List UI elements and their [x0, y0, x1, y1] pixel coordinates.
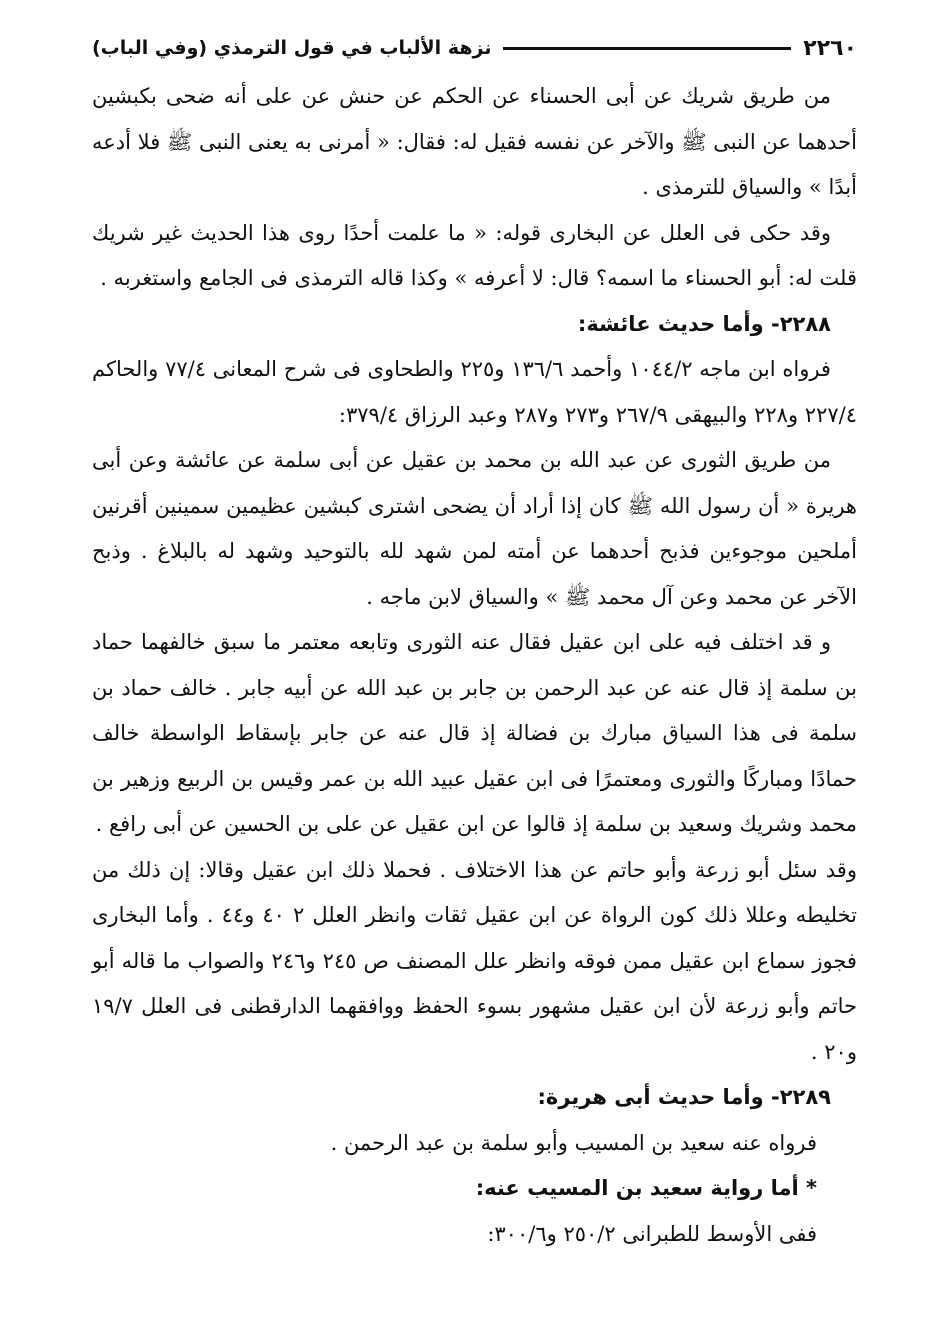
header-rule [503, 47, 791, 50]
paragraph-6: وقد سئل أبو زرعة وأبو حاتم عن هذا الاختلاف . فحملا ذلك ابن عقيل وقالا: إن ذلك من تخليطه وعللا ذلك كون الرواة عن ابن عقيل ثقات وانظر العلل ٢ ٤٠ و٤٤ . وأما البخارى فجوز سماع ابن عقيل ممن فوقه وانظر علل المصنف ص ٢٤٥ و٢٤٦ والصواب ما قاله أبو حاتم وأبو زرعة لأن ابن عقيل مشهور بسوء الحفظ ووافقهما الدارقطنى فى العلل ١٩/٧ و٢٠ . [92, 857, 857, 1064]
paragraph-4: من طريق الثورى عن عبد الله بن محمد بن عقيل عن أبى سلمة عن عائشة وعن أبى هريرة « أن رسول الله ﷺ كان إذا أراد أن يضحى اشترى كبشين عظيمين سمينين أقرنين أملحين موجوءين فذبح أحدهما عن أمته لمن شهد لله بالتوحيد وشهد له بالبلاغ . وذبح الآخر عن محمد وعن آل محمد ﷺ » والسياق لابن ماجه . [92, 448, 857, 609]
page-number: ٢٢٦٠ [803, 35, 857, 61]
page [92, 28, 857, 1257]
paragraph-2: وقد حكى فى العلل عن البخارى قوله: « ما علمت أحدًا روى هذا الحديث غير شريك قلت له: أبو الحسناء ما اسمه؟ قال: لا أعرفه » وكذا قاله الترمذى فى الجامع واستغربه . [92, 220, 857, 290]
paragraph-8: ففى الأوسط للطبرانى ٢٥٠/٢ و٣٠٠/٦: [487, 1221, 817, 1246]
running-title: نزهة الألباب في قول الترمذي (وفي الباب) [92, 37, 492, 59]
paragraph-5: و قد اختلف فيه على ابن عقيل فقال عنه الثورى وتابعه معتمر ما سبق خالفهما حماد بن سلمة إذ قال عنه عن عبد الرحمن بن جابر بن عبد الله عن أبيه جابر . خالف حماد بن سلمة فى هذا السياق مبارك بن فضالة إذ قال عنه عن جابر بإسقاط الواسطة خالف حمادًا ومباركًا والثورى ومعتمرًا فى ابن عقيل عبيد الله بن عمر وقيس بن الربيع وزهير بن محمد وشريك وسعيد بن سلمة إذ قالوا عن ابن عقيل عن على بن الحسين عن أبى رافع . [92, 630, 857, 836]
page-body [92, 74, 857, 1257]
paragraph-7: فرواه عنه سعيد بن المسيب وأبو سلمة بن عبد الرحمن . [330, 1130, 817, 1155]
section-heading-2288: ٢٢٨٨- وأما حديث عائشة: [577, 311, 831, 336]
section-heading-2289: ٢٢٨٩- وأما حديث أبى هريرة: [537, 1085, 831, 1109]
sub-heading-said: * أما رواية سعيد بن المسيب عنه: [475, 1176, 817, 1200]
paragraph-1: من طريق شريك عن أبى الحسناء عن الحكم عن حنش عن على أنه ضحى بكبشين أحدهما عن النبى ﷺ والآخر عن نفسه فقيل له: فقال: « أمرنى به يعنى النبى ﷺ فلا أدعه أبدًا » والسياق للترمذى . [92, 84, 858, 199]
paragraph-3: فرواه ابن ماجه ١٠٤٤/٢ وأحمد ١٣٦/٦ و٢٢٥ والطحاوى فى شرح المعانى ٧٧/٤ والحاكم ٢٢٧/٤ و٢٢٨ والبيهقى ٢٦٧/٩ و٢٧٣ و٢٨٧ وعبد الرزاق ٣٧٩/٤: [92, 357, 857, 427]
page-header [92, 28, 857, 68]
